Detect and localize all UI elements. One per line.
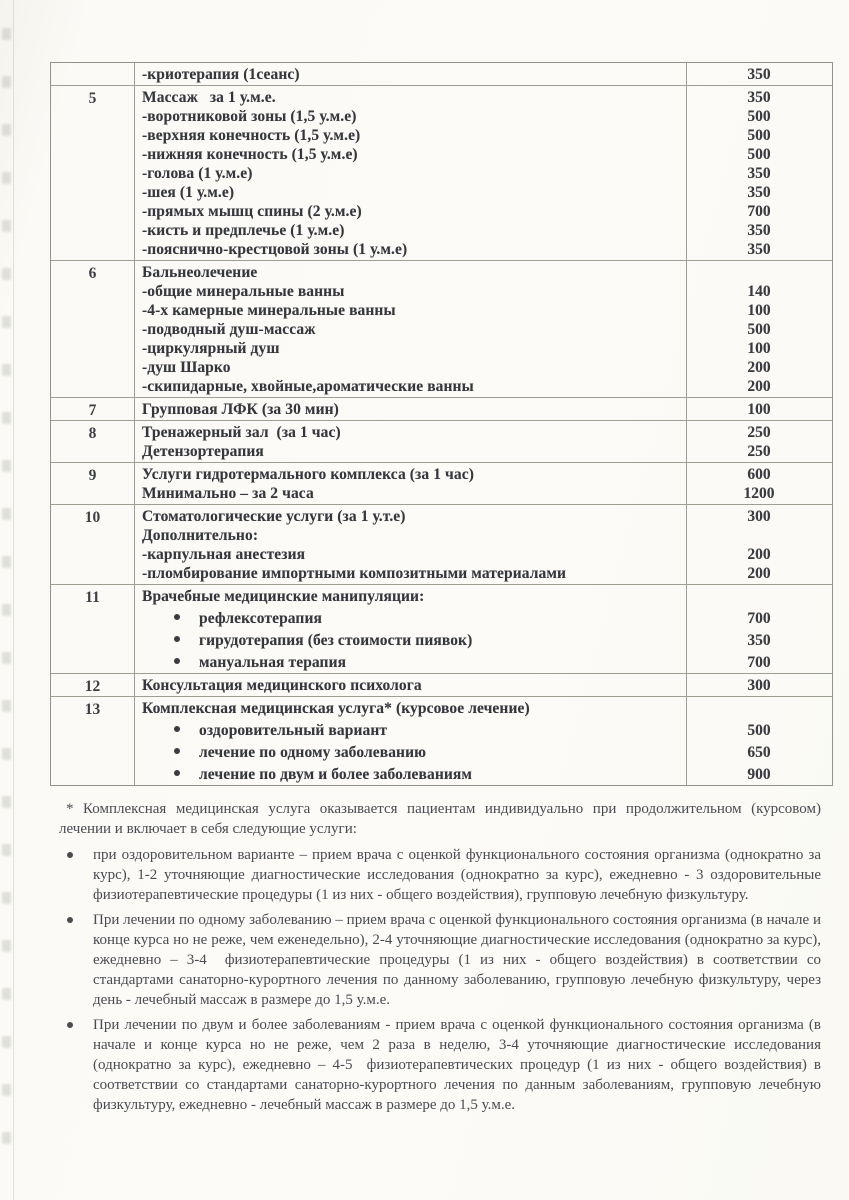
price-value: 500 <box>747 320 771 338</box>
service-line <box>134 88 832 107</box>
bullet-icon <box>67 852 73 858</box>
bullet-icon <box>67 1022 73 1028</box>
service-text: Врачебные медицинские манипуляции: <box>142 587 425 605</box>
service-text: -циркулярный душ <box>142 339 280 357</box>
footnote-bullet <box>59 845 825 905</box>
price-value: 700 <box>747 609 771 627</box>
service-text: Тренажерный зал (за 1 час) <box>142 423 341 441</box>
price-value: 350 <box>747 221 771 239</box>
scan-smudge <box>2 220 11 232</box>
table-row <box>51 420 832 462</box>
service-text: -прямых мышц спины (2 у.м.е) <box>142 202 362 220</box>
service-line <box>134 339 832 358</box>
service-line <box>134 320 832 339</box>
service-line <box>134 631 832 650</box>
price-value: 500 <box>747 145 771 163</box>
service-text <box>134 743 686 762</box>
service-label: гирудотерапия (без стоимости пиявок) <box>199 631 473 649</box>
price-value: 500 <box>747 721 771 739</box>
row-lines <box>134 421 832 462</box>
service-line <box>134 301 832 320</box>
service-text: Минимально – за 2 часа <box>142 484 314 502</box>
service-text: -воротниковой зоны (1,5 у.м.е) <box>142 107 357 125</box>
price-value: 140 <box>747 282 771 300</box>
row-lines <box>134 398 832 420</box>
service-text: -пояснично-крестцовой зоны (1 у.м.е) <box>142 240 408 258</box>
scan-smudge <box>2 316 11 328</box>
bullet-icon <box>174 636 180 642</box>
service-line <box>134 164 832 183</box>
price-value: 350 <box>747 240 771 258</box>
footnote-bullet-marker <box>59 845 93 905</box>
scan-smudge <box>2 460 11 472</box>
service-line <box>134 65 832 84</box>
price-value: 200 <box>747 358 771 376</box>
scan-smudge <box>2 124 11 136</box>
service-line <box>134 202 832 221</box>
bullet-icon <box>174 658 180 664</box>
row-lines <box>134 697 832 785</box>
table-row <box>51 85 832 260</box>
service-line <box>134 465 832 484</box>
service-text: Дополнительно: <box>142 526 259 544</box>
table-row <box>51 462 832 504</box>
service-line <box>134 507 832 526</box>
price-value: 100 <box>747 400 771 418</box>
service-text <box>134 609 686 628</box>
row-lines <box>134 86 832 260</box>
scan-smudge <box>2 268 11 280</box>
service-text: Стоматологические услуги (за 1 у.т.е) <box>142 507 406 525</box>
service-label: рефлексотерапия <box>199 609 322 627</box>
price-value: 900 <box>747 765 771 783</box>
footnote-bullet-marker <box>59 910 93 1010</box>
service-line <box>134 263 832 282</box>
price-value: 200 <box>747 564 771 582</box>
service-line <box>134 145 832 164</box>
footnote-bullet-text: при оздоровительном варианте – прием врача с оценкой функционального состояния организма (однократно за курс), 1-2 уточняющие диагностические исследования (однократно за курс), ежедневно - 3 оздоровительные физиотерапевтические процедуры (1 из них - общего воздействия), групповую лечебную физкультуру. <box>93 847 825 903</box>
service-line <box>134 765 832 784</box>
service-label: оздоровительный вариант <box>199 721 388 739</box>
table-row <box>51 696 832 785</box>
scan-smudge <box>2 844 11 856</box>
price-value: 500 <box>747 126 771 144</box>
scan-smudge <box>2 172 11 184</box>
scan-smudge <box>2 796 11 808</box>
price-value: 1200 <box>743 484 775 502</box>
row-lines <box>134 585 832 673</box>
price-table <box>50 62 833 786</box>
row-number: 13 <box>84 700 101 718</box>
table-row <box>51 63 832 85</box>
price-value: 350 <box>747 164 771 182</box>
row-number <box>51 63 134 85</box>
scan-smudge <box>2 604 11 616</box>
service-line <box>134 377 832 396</box>
bullet-icon <box>174 726 180 732</box>
service-text: -голова (1 у.м.е) <box>142 164 253 182</box>
footnote-bullet-text: При лечении по одному заболеванию – прием врача с оценкой функционального состояния организма (в начале и конце курса но не реже, чем еженедельно), 2-4 уточняющие диагностические исследования (однократно за курс), ежедневно – 3-4 физиотерапевтические процедуры (1 из них - общего воздействия) в соответствии со стандартами санаторно-курортного лечения по данному заболеванию, групповую лечебную физкультуру, через день - лечебный массаж в размере до 1,5 у.м.е. <box>93 912 825 1008</box>
row-lines <box>134 463 832 504</box>
service-text: Бальнеолечение <box>142 263 258 281</box>
table-row <box>51 260 832 397</box>
scan-smudge <box>2 412 11 424</box>
row-lines <box>134 505 832 584</box>
row-number: 10 <box>84 508 101 526</box>
row-lines <box>134 261 832 397</box>
scan-smudge <box>2 364 11 376</box>
price-value: 600 <box>747 465 771 483</box>
service-text: -4-х камерные минеральные ванны <box>142 301 396 319</box>
price-value: 200 <box>747 377 771 395</box>
service-label: лечение по двум и более заболеваниям <box>199 765 473 783</box>
service-line <box>134 587 832 606</box>
service-line <box>134 564 832 583</box>
scan-smudge <box>2 988 11 1000</box>
service-text <box>134 765 686 784</box>
scan-smudge <box>2 700 11 712</box>
service-text: -шея (1 у.м.е) <box>142 183 235 201</box>
price-value: 100 <box>747 339 771 357</box>
service-line <box>134 676 832 695</box>
service-line <box>134 743 832 762</box>
service-line <box>134 721 832 740</box>
row-number: 9 <box>88 466 97 484</box>
service-text: Услуги гидротермального комплекса (за 1 час) <box>142 465 474 483</box>
footnote-bullet-marker <box>59 1015 93 1115</box>
scan-smudge <box>2 1036 11 1048</box>
service-text: Комплексная медицинская услуга* (курсовое лечение) <box>142 699 530 717</box>
service-line <box>134 221 832 240</box>
price-value: 500 <box>747 107 771 125</box>
price-value: 300 <box>747 676 771 694</box>
footnote-bullet <box>59 910 825 1010</box>
scan-smudge <box>2 1084 11 1096</box>
price-value: 250 <box>747 442 771 460</box>
service-text <box>134 721 686 740</box>
service-line <box>134 484 832 503</box>
service-line <box>134 653 832 672</box>
service-text: Групповая ЛФК (за 30 мин) <box>142 400 339 418</box>
service-text: -пломбирование импортными композитными материалами <box>142 564 567 582</box>
service-label: мануальная терапия <box>199 653 347 671</box>
service-text: -общие минеральные ванны <box>142 282 345 300</box>
footnote <box>59 799 825 1120</box>
service-text: -душ Шарко <box>142 358 231 376</box>
service-text: -карпульная анестезия <box>142 545 306 563</box>
table-rows <box>51 63 832 785</box>
service-line <box>134 183 832 202</box>
row-number: 6 <box>88 264 97 282</box>
scan-smudge <box>2 76 11 88</box>
service-line <box>134 358 832 377</box>
scan-smudge <box>2 748 11 760</box>
scan-smudge <box>2 892 11 904</box>
service-text: -криотерапия (1сеанс) <box>142 65 300 83</box>
scan-smudge <box>2 556 11 568</box>
scan-smudge <box>2 1132 11 1144</box>
price-value: 700 <box>747 653 771 671</box>
row-number: 7 <box>88 401 97 419</box>
row-number: 12 <box>84 677 101 695</box>
footnote-bullet <box>59 1015 825 1115</box>
service-line <box>134 400 832 419</box>
service-text: Консультация медицинского психолога <box>142 676 422 694</box>
table-row <box>51 504 832 584</box>
service-text: -скипидарные, хвойные,ароматические ванны <box>142 377 474 395</box>
footnote-intro: * Комплексная медицинская услуга оказывается пациентам индивидуально при продолжительном (курсовом) лечении и включает в себя следующие услуги: <box>59 801 825 837</box>
service-line <box>134 545 832 564</box>
row-number: 11 <box>85 588 100 606</box>
bullet-icon <box>174 748 180 754</box>
price-value: 700 <box>747 202 771 220</box>
service-line <box>134 699 832 718</box>
service-text: -кисть и предплечье (1 у.м.е) <box>142 221 345 239</box>
price-value: 350 <box>747 65 771 83</box>
service-line <box>134 609 832 628</box>
service-line <box>134 423 832 442</box>
service-line <box>134 526 832 545</box>
service-line <box>134 107 832 126</box>
table-row <box>51 673 832 696</box>
service-text: -нижняя конечность (1,5 у.м.е) <box>142 145 358 163</box>
service-text: Детензортерапия <box>142 442 264 460</box>
row-number: 8 <box>88 424 97 442</box>
price-value: 100 <box>747 301 771 319</box>
service-line <box>134 442 832 461</box>
footnote-bullet-text: При лечении по двум и более заболеваниям - прием врача с оценкой функционального состояния организма (в начале и конце курса но не реже, чем 2 раза в неделю, 3-4 уточняющие диагностические исследования (однократно за курс), ежедневно – 4-5 физиотерапевтических процедур (1 из них - общего воздействия) в соответствии со стандартами санаторно-курортного лечения по данным заболеваниям, групповую лечебную физкультуру, ежедневно - лечебный массаж в размере до 1,5 у.м.е. <box>93 1017 825 1113</box>
service-text: -подводный душ-массаж <box>142 320 316 338</box>
scan-smudge <box>2 508 11 520</box>
table-row <box>51 397 832 420</box>
scan-smudge <box>2 28 11 40</box>
service-line <box>134 126 832 145</box>
service-label: лечение по одному заболеванию <box>199 743 427 761</box>
price-value: 200 <box>747 545 771 563</box>
service-text: -верхняя конечность (1,5 у.м.е) <box>142 126 361 144</box>
price-value: 350 <box>747 88 771 106</box>
price-value: 350 <box>747 631 771 649</box>
service-text <box>134 631 686 650</box>
bullet-icon <box>174 614 180 620</box>
table-row <box>51 584 832 673</box>
service-line <box>134 282 832 301</box>
row-lines <box>134 674 832 696</box>
row-lines <box>134 63 832 85</box>
price-value: 250 <box>747 423 771 441</box>
price-value: 300 <box>747 507 771 525</box>
scan-smudge <box>2 940 11 952</box>
bullet-icon <box>174 770 180 776</box>
bullet-icon <box>67 917 73 923</box>
service-text: Массаж за 1 у.м.е. <box>142 88 276 106</box>
row-number: 5 <box>88 89 97 107</box>
service-line <box>134 240 832 259</box>
service-text <box>134 653 686 672</box>
scan-smudge <box>2 652 11 664</box>
scan-edge-line <box>13 0 14 1200</box>
price-value: 650 <box>747 743 771 761</box>
footnote-bullet-list <box>59 845 825 1115</box>
price-value: 350 <box>747 183 771 201</box>
